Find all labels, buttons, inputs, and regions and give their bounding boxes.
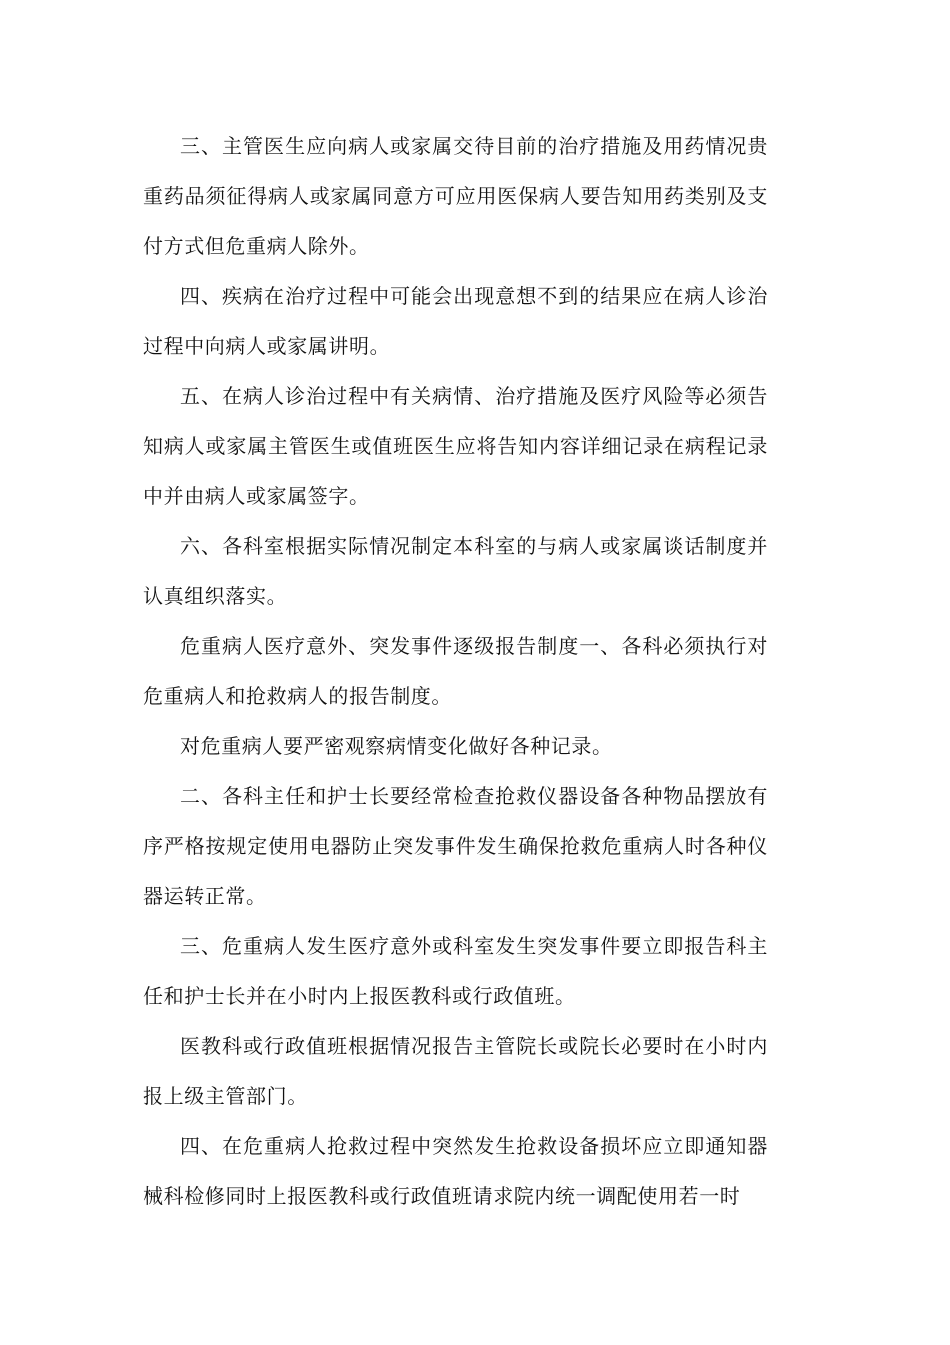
paragraph-equipment-failure: 四、在危重病人抢救过程中突然发生抢救设备损坏应立即通知器械科检修同时上报医教科或行政值班请求院内统一调配使用若一时 <box>143 1134 768 1208</box>
paragraph-observation: 对危重病人要严密观察病情变化做好各种记录。 <box>180 734 613 758</box>
paragraph-escalation: 医教科或行政值班根据情况报告主管院长或院长必要时在小时内报上级主管部门。 <box>143 1034 768 1108</box>
paragraph-risk-disclosure: 五、在病人诊治过程中有关病情、治疗措施及医疗风险等必须告知病人或家属主管医生或值班医生应将告知内容详细记录在病程记录中并由病人或家属签字。 <box>143 384 768 508</box>
paragraph-notify-treatment: 三、主管医生应向病人或家属交待目前的治疗措施及用药情况贵重药品须征得病人或家属同意方可应用医保病人要告知用药类别及支付方式但危重病人除外。 <box>143 134 768 258</box>
paragraph-incident-report: 三、危重病人发生医疗意外或科室发生突发事件要立即报告科主任和护士长并在小时内上报医教科或行政值班。 <box>143 934 768 1008</box>
paragraph-department-policy: 六、各科室根据实际情况制定本科室的与病人或家属谈话制度并认真组织落实。 <box>143 534 768 608</box>
paragraph-equipment-check: 二、各科主任和护士长要经常检查抢救仪器设备各种物品摆放有序严格按规定使用电器防止突发事件发生确保抢救危重病人时各种仪器运转正常。 <box>143 784 768 908</box>
document-body <box>143 121 768 1221</box>
paragraph-unexpected-outcome: 四、疾病在治疗过程中可能会出现意想不到的结果应在病人诊治过程中向病人或家属讲明。 <box>143 284 768 358</box>
paragraph-reporting-system: 危重病人医疗意外、突发事件逐级报告制度一、各科必须执行对危重病人和抢救病人的报告制度。 <box>143 634 768 708</box>
